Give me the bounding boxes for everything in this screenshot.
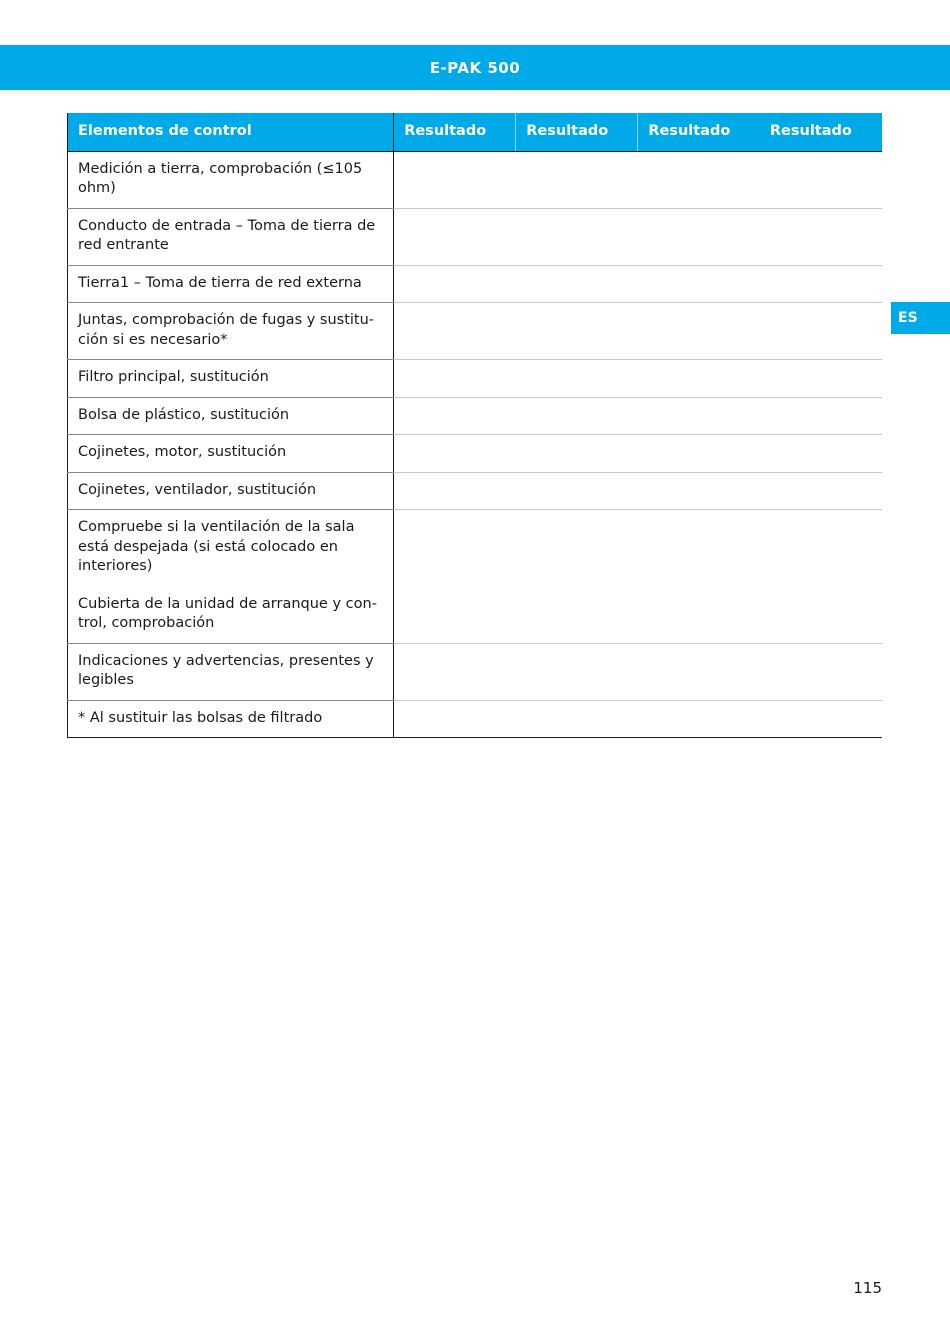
table-row <box>68 151 883 208</box>
table-row <box>68 208 883 265</box>
control-item-cell: Tierra1 – Toma de tierra de red externa <box>68 265 394 303</box>
table-row <box>68 360 883 398</box>
result-cell[interactable] <box>394 265 882 303</box>
control-item-text-extra: Cubierta de la unidad de arranque y con-trol, comprobación <box>78 595 377 631</box>
control-item-cell: Filtro principal, sustitución <box>68 360 394 398</box>
result-cell[interactable] <box>394 360 882 398</box>
result-cell[interactable] <box>394 208 882 265</box>
document-title: E-PAK 500 <box>429 58 521 77</box>
column-header-control-items: Elementos de control <box>68 113 394 151</box>
table-row <box>68 303 883 360</box>
result-cell[interactable] <box>394 303 882 360</box>
column-header-result-1: Resultado <box>394 113 516 151</box>
control-item-cell: Cojinetes, motor, sustitución <box>68 435 394 473</box>
control-item-cell: * Al sustituir las bolsas de filtrado <box>68 700 394 738</box>
control-item-cell: Cojinetes, ventilador, sustitución <box>68 472 394 510</box>
table-row <box>68 643 883 700</box>
page-number: 115 <box>853 1279 882 1297</box>
result-cell[interactable] <box>394 643 882 700</box>
control-item-cell <box>68 510 394 644</box>
table-row <box>68 510 883 644</box>
table-row <box>68 397 883 435</box>
result-cell[interactable] <box>394 700 882 738</box>
control-item-cell: Bolsa de plástico, sustitución <box>68 397 394 435</box>
table-header-row <box>68 113 883 151</box>
table-row <box>68 700 883 738</box>
result-cell[interactable] <box>394 151 882 208</box>
table-row <box>68 472 883 510</box>
result-cell[interactable] <box>394 510 882 644</box>
control-item-cell: Medición a tierra, comprobación (≤105 ohm) <box>68 151 394 208</box>
table-row <box>68 265 883 303</box>
control-checklist-table <box>67 113 882 738</box>
control-item-cell: Juntas, comprobación de fugas y sustitu-ción si es necesario* <box>68 303 394 360</box>
control-item-text: Compruebe si la ventilación de la sala está despejada (si está colocado en interiores) <box>78 519 355 574</box>
control-item-cell: Indicaciones y advertencias, presentes y legibles <box>68 643 394 700</box>
language-tab: ES <box>891 302 950 334</box>
column-header-result-2: Resultado <box>516 113 638 151</box>
header-bar <box>0 45 950 90</box>
result-cell[interactable] <box>394 397 882 435</box>
column-header-result-4: Resultado <box>760 113 882 151</box>
result-cell[interactable] <box>394 472 882 510</box>
column-header-result-3: Resultado <box>638 113 760 151</box>
table-row <box>68 435 883 473</box>
control-item-cell: Conducto de entrada – Toma de tierra de red entrante <box>68 208 394 265</box>
result-cell[interactable] <box>394 435 882 473</box>
